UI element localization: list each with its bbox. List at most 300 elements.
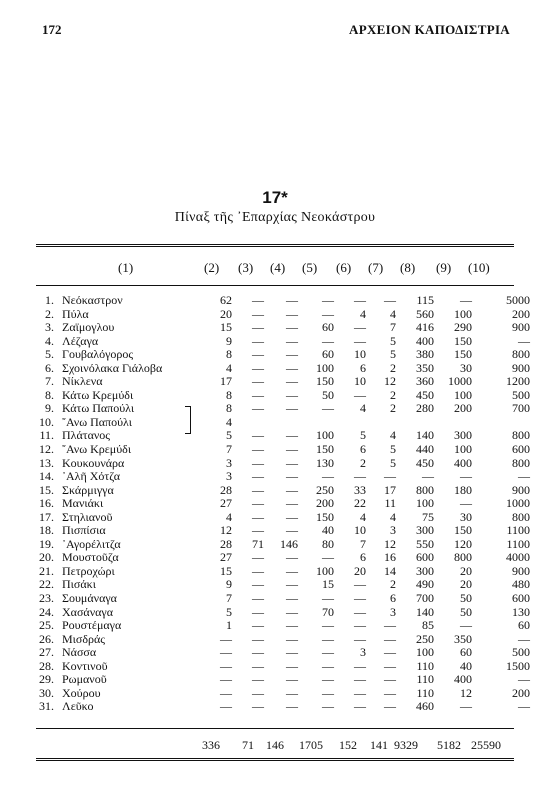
- table-cell: 2: [390, 401, 396, 416]
- table-cell: 5: [226, 428, 232, 443]
- table-cell: —: [286, 387, 298, 402]
- place-name: Σχοινόλακα Γιάλοβα: [62, 360, 163, 375]
- table-cell: 15: [220, 563, 232, 578]
- table-row: [36, 335, 534, 349]
- table-cell: —: [422, 469, 434, 484]
- table-cell: —: [252, 320, 264, 335]
- table-cell: 70: [322, 604, 334, 619]
- table-cell: 800: [512, 509, 530, 524]
- total-cell: 5182: [437, 738, 461, 752]
- total-cell: 336: [202, 738, 220, 752]
- total-cell: 141: [370, 738, 388, 752]
- table-cell: —: [252, 482, 264, 497]
- table-cell: —: [252, 577, 264, 592]
- table-cell: 60: [322, 320, 334, 335]
- table-cell: —: [286, 591, 298, 606]
- row-number: 2.: [45, 306, 54, 321]
- table-cell: 5: [390, 347, 396, 362]
- place-name: ῎Ανω Παπούλι: [62, 414, 132, 429]
- running-title: ΑΡΧΕΙΟΝ ΚΑΠΟΔΙΣΤΡΙΑ: [349, 22, 510, 37]
- table-cell: —: [354, 685, 366, 700]
- table-cell: 30: [460, 509, 472, 524]
- table-cell: 150: [316, 442, 334, 457]
- table-cell: 350: [454, 631, 472, 646]
- table-cell: 10: [354, 523, 366, 538]
- table-cell: 9: [226, 333, 232, 348]
- table-cell: —: [354, 577, 366, 592]
- place-name: Πισπίσια: [62, 523, 106, 538]
- table-cell: —: [252, 401, 264, 416]
- table-cell: —: [384, 672, 396, 687]
- table-cell: 450: [416, 387, 434, 402]
- table-cell: —: [322, 672, 334, 687]
- table-cell: 200: [454, 401, 472, 416]
- row-number: 13.: [39, 455, 54, 470]
- table-cell: —: [286, 293, 298, 307]
- table-cell: 140: [416, 428, 434, 443]
- place-name: Γουβαλόγορος: [62, 347, 134, 362]
- table-cell: —: [286, 509, 298, 524]
- place-name: Σουμάναγα: [62, 591, 117, 606]
- table-cell: 6: [360, 442, 366, 457]
- table-cell: 10: [354, 374, 366, 389]
- table-cell: 5: [390, 455, 396, 470]
- table-row: [36, 308, 534, 322]
- table-cell: —: [286, 401, 298, 416]
- table-cell: —: [286, 604, 298, 619]
- table-cell: 100: [416, 496, 434, 511]
- table-cell: 9: [226, 577, 232, 592]
- table-cell: 150: [454, 333, 472, 348]
- table-cell: 800: [512, 347, 530, 362]
- table-cell: 300: [416, 563, 434, 578]
- table-row: [36, 524, 534, 538]
- page-number: 172: [42, 22, 62, 37]
- table-cell: 380: [416, 347, 434, 362]
- table-cell: —: [286, 333, 298, 348]
- table-cell: —: [286, 469, 298, 484]
- table-cell: 700: [416, 591, 434, 606]
- top-rule: [36, 244, 514, 247]
- table-cell: 900: [512, 360, 530, 375]
- table-row: [36, 592, 534, 606]
- table-cell: 50: [460, 604, 472, 619]
- table-cell: —: [322, 293, 334, 307]
- table-cell: 4: [360, 509, 366, 524]
- table-cell: 40: [460, 658, 472, 673]
- column-header: (2): [204, 260, 220, 275]
- table-cell: —: [518, 631, 530, 646]
- table-cell: 17: [220, 374, 232, 389]
- table-cell: 800: [512, 428, 530, 443]
- table-cell: —: [286, 550, 298, 565]
- total-cell: 9329: [394, 738, 418, 752]
- table-cell: 4000: [506, 550, 530, 565]
- row-number: 19.: [39, 536, 54, 551]
- table-cell: —: [252, 550, 264, 565]
- table-cell: —: [286, 658, 298, 673]
- place-name: Χασάναγα: [62, 604, 114, 619]
- table-cell: —: [384, 469, 396, 484]
- table-cell: 4: [360, 401, 366, 416]
- table-cell: —: [286, 523, 298, 538]
- row-number: 31.: [39, 699, 54, 714]
- table-cell: 800: [416, 482, 434, 497]
- table-cell: —: [460, 293, 472, 307]
- table-cell: 100: [316, 428, 334, 443]
- table-cell: 1100: [506, 523, 530, 538]
- table-cell: 10: [354, 347, 366, 362]
- table-cell: —: [322, 333, 334, 348]
- table-cell: 8: [226, 387, 232, 402]
- place-name: Πισάκι: [62, 577, 96, 592]
- table-cell: 3: [360, 645, 366, 660]
- table-cell: —: [354, 320, 366, 335]
- table-cell: 7: [226, 442, 232, 457]
- table-row: [36, 375, 534, 389]
- table-cell: 600: [512, 591, 530, 606]
- table-row: [36, 578, 534, 592]
- table-cell: [302, 416, 338, 430]
- table-cell: —: [252, 347, 264, 362]
- place-name: ᾿Αλῆ Χότζα: [62, 469, 121, 484]
- total-cell: 146: [266, 738, 284, 752]
- place-name: Λέζαγα: [62, 333, 99, 348]
- table-cell: —: [518, 333, 530, 348]
- table-cell: 290: [454, 320, 472, 335]
- table-cell: 150: [316, 374, 334, 389]
- table-row: [36, 619, 534, 633]
- table-cell: 4: [390, 306, 396, 321]
- row-number: 27.: [39, 645, 54, 660]
- place-name: Μουστοῦζα: [62, 550, 119, 565]
- row-number: 5.: [45, 347, 54, 362]
- table-cell: [400, 416, 438, 430]
- table-cell: —: [322, 591, 334, 606]
- table-cell: —: [354, 387, 366, 402]
- table-cell: 250: [316, 482, 334, 497]
- table-cell: 900: [512, 320, 530, 335]
- table-cell: —: [384, 293, 396, 307]
- column-header: (6): [336, 260, 352, 275]
- place-name: Ζαϊμογλου: [62, 320, 115, 335]
- place-name: Πετροχώρι: [62, 563, 115, 578]
- place-name: Κουκουνάρα: [62, 455, 125, 470]
- table-cell: 1: [226, 618, 232, 633]
- table-cell: —: [460, 699, 472, 714]
- table-row: [36, 470, 534, 484]
- table-cell: —: [322, 645, 334, 660]
- bottom-rule: [36, 758, 514, 761]
- table-row: [36, 402, 534, 416]
- table-row: [36, 362, 534, 376]
- row-number: 25.: [39, 618, 54, 633]
- table-cell: —: [384, 685, 396, 700]
- table-cell: 100: [454, 387, 472, 402]
- table-cell: 450: [416, 455, 434, 470]
- table-row: [36, 660, 534, 674]
- table-cell: —: [354, 293, 366, 307]
- table-cell: 180: [454, 482, 472, 497]
- table-cell: —: [252, 455, 264, 470]
- table-cell: 5: [360, 428, 366, 443]
- table-cell: 110: [416, 685, 434, 700]
- table-cell: 600: [416, 550, 434, 565]
- table-row: [36, 687, 534, 701]
- column-header: (5): [302, 260, 318, 275]
- table-cell: 4: [226, 509, 232, 524]
- table-cell: 4: [360, 306, 366, 321]
- table-cell: —: [252, 509, 264, 524]
- table-row: [36, 443, 534, 457]
- row-number: 20.: [39, 550, 54, 565]
- table-cell: 60: [322, 347, 334, 362]
- totals-rule: [36, 728, 514, 729]
- row-number: 30.: [39, 685, 54, 700]
- table-cell: [268, 416, 302, 430]
- table-cell: 62: [220, 293, 232, 307]
- table-row: [36, 429, 534, 443]
- table-cell: —: [286, 428, 298, 443]
- table-cell: —: [322, 306, 334, 321]
- column-header: (1): [118, 260, 134, 275]
- table-cell: —: [322, 699, 334, 714]
- table-cell: 14: [384, 563, 396, 578]
- table-cell: 22: [354, 496, 366, 511]
- table-cell: 800: [454, 550, 472, 565]
- table-cell: [236, 416, 268, 430]
- table-row: [36, 565, 534, 579]
- table-cell: —: [252, 699, 264, 714]
- table-cell: 33: [354, 482, 366, 497]
- table-cell: —: [322, 469, 334, 484]
- total-cell: 25590: [471, 738, 501, 752]
- table-cell: [476, 416, 534, 430]
- table-row: [36, 700, 534, 714]
- table-cell: —: [460, 618, 472, 633]
- table-cell: 1000: [506, 496, 530, 511]
- table-cell: 360: [416, 374, 434, 389]
- row-number: 28.: [39, 658, 54, 673]
- table-cell: —: [518, 469, 530, 484]
- table-cell: 6: [390, 591, 396, 606]
- table-cell: 3: [226, 455, 232, 470]
- table-cell: 20: [354, 563, 366, 578]
- table-cell: —: [286, 631, 298, 646]
- place-name: Νεόκαστρον: [62, 293, 123, 307]
- table-row: [36, 294, 534, 308]
- total-cell: 152: [339, 738, 357, 752]
- table-cell: 150: [454, 523, 472, 538]
- table-cell: —: [518, 672, 530, 687]
- table-cell: 200: [512, 685, 530, 700]
- table-cell: 250: [416, 631, 434, 646]
- table-cell: [438, 416, 476, 430]
- table-cell: —: [384, 699, 396, 714]
- table-cell: —: [354, 672, 366, 687]
- running-head: [42, 22, 510, 42]
- table-cell: —: [286, 618, 298, 633]
- table-cell: —: [286, 320, 298, 335]
- table-cell: 115: [416, 293, 434, 307]
- table-cell: —: [252, 591, 264, 606]
- row-number: 18.: [39, 523, 54, 538]
- table-cell: 150: [316, 509, 334, 524]
- table-cell: —: [286, 672, 298, 687]
- table-cell: 75: [422, 509, 434, 524]
- table-cell: —: [220, 699, 232, 714]
- table-cell: —: [252, 685, 264, 700]
- table-row: [36, 673, 534, 687]
- table-cell: 416: [416, 320, 434, 335]
- table-cell: —: [286, 496, 298, 511]
- table-cell: —: [384, 658, 396, 673]
- table-cell: —: [322, 685, 334, 700]
- table-cell: 8: [226, 347, 232, 362]
- table-cell: —: [322, 401, 334, 416]
- table-cell: 400: [416, 333, 434, 348]
- row-number: 10.: [39, 414, 54, 429]
- table-cell: —: [252, 631, 264, 646]
- table-cell: —: [518, 699, 530, 714]
- table-cell: 12: [384, 374, 396, 389]
- row-number: 29.: [39, 672, 54, 687]
- table-cell: 480: [512, 577, 530, 592]
- table-cell: —: [384, 631, 396, 646]
- total-cell: 71: [242, 738, 254, 752]
- table-cell: 150: [454, 347, 472, 362]
- table-cell: —: [460, 469, 472, 484]
- table-cell: 50: [322, 387, 334, 402]
- table-cell: —: [252, 387, 264, 402]
- row-number: 9.: [45, 401, 54, 416]
- table-cell: 30: [460, 360, 472, 375]
- data-table: [36, 294, 534, 714]
- table-cell: —: [354, 604, 366, 619]
- column-header: (9): [436, 260, 452, 275]
- place-name: Πλάτανος: [62, 428, 111, 443]
- table-cell: 6: [360, 550, 366, 565]
- row-number: 24.: [39, 604, 54, 619]
- table-row: [36, 457, 534, 471]
- table-cell: 17: [384, 482, 396, 497]
- table-cell: 120: [454, 536, 472, 551]
- row-number: 14.: [39, 469, 54, 484]
- table-cell: 100: [454, 442, 472, 457]
- table-cell: 280: [416, 401, 434, 416]
- table-cell: 1500: [506, 658, 530, 673]
- table-cell: —: [220, 631, 232, 646]
- table-cell: 600: [512, 442, 530, 457]
- table-cell: —: [220, 645, 232, 660]
- table-cell: 27: [220, 496, 232, 511]
- place-name: Στηλιανοῦ: [62, 509, 113, 524]
- table-cell: —: [354, 618, 366, 633]
- table-cell: —: [252, 306, 264, 321]
- table-cell: —: [252, 374, 264, 389]
- table-cell: 15: [220, 320, 232, 335]
- place-name: Ρουστέμαγα: [62, 618, 122, 633]
- place-name: Κάτω Κρεμύδι: [62, 387, 134, 402]
- table-cell: 130: [316, 455, 334, 470]
- place-name: ᾿Αγορέλιτζα: [62, 536, 121, 551]
- table-cell: 500: [512, 645, 530, 660]
- row-number: 11.: [39, 428, 54, 443]
- table-cell: 400: [454, 672, 472, 687]
- table-cell: 15: [322, 577, 334, 592]
- table-cell: 490: [416, 577, 434, 592]
- table-cell: —: [252, 645, 264, 660]
- table-cell: —: [354, 333, 366, 348]
- column-header: (10): [468, 260, 490, 275]
- table-cell: 1100: [506, 536, 530, 551]
- row-number: 3.: [45, 320, 54, 335]
- table-cell: —: [322, 631, 334, 646]
- table-cell: 6: [360, 360, 366, 375]
- table-cell: 700: [512, 401, 530, 416]
- table-cell: [370, 416, 400, 430]
- table-cell: —: [286, 645, 298, 660]
- table-cell: 350: [416, 360, 434, 375]
- table-cell: —: [252, 563, 264, 578]
- table-cell: 100: [454, 306, 472, 321]
- place-name: Σκάρμιγγα: [62, 482, 114, 497]
- row-number: 15.: [39, 482, 54, 497]
- table-cell: —: [354, 591, 366, 606]
- bracket-rows-9-10: [185, 406, 191, 434]
- table-cell: 460: [416, 699, 434, 714]
- table-cell: —: [286, 699, 298, 714]
- table-row: [36, 484, 534, 498]
- place-name: Κοντινοῦ: [62, 658, 108, 673]
- row-number: 8.: [45, 387, 54, 402]
- table-cell: —: [286, 374, 298, 389]
- table-cell: 2: [390, 577, 396, 592]
- row-number: 21.: [39, 563, 54, 578]
- table-title: Πίναξ τῆς ᾿Επαρχίας Νεοκάστρου: [174, 210, 376, 225]
- table-cell: 5: [226, 604, 232, 619]
- table-row: [36, 497, 534, 511]
- table-cell: 5000: [506, 293, 530, 307]
- table-cell: 28: [220, 536, 232, 551]
- row-number: 7.: [45, 374, 54, 389]
- table-cell: —: [286, 442, 298, 457]
- table-cell: —: [354, 658, 366, 673]
- table-cell: 1000: [448, 374, 472, 389]
- table-cell: 440: [416, 442, 434, 457]
- row-number: 1.: [45, 293, 54, 307]
- table-row: [36, 646, 534, 660]
- table-cell: 5: [390, 442, 396, 457]
- table-cell: —: [286, 455, 298, 470]
- table-cell: 110: [416, 658, 434, 673]
- row-number: 26.: [39, 631, 54, 646]
- table-cell: 85: [422, 618, 434, 633]
- table-row: [36, 606, 534, 620]
- table-cell: —: [220, 672, 232, 687]
- table-number: 17*: [262, 188, 288, 207]
- table-cell: 12: [220, 523, 232, 538]
- table-cell: —: [252, 428, 264, 443]
- table-cell: —: [252, 618, 264, 633]
- table-cell: 100: [316, 360, 334, 375]
- table-cell: 2: [360, 455, 366, 470]
- table-cell: 7: [226, 591, 232, 606]
- table-cell: —: [252, 293, 264, 307]
- table-cell: 40: [322, 523, 334, 538]
- place-name: Πύλα: [62, 306, 89, 321]
- table-cell: 11: [384, 496, 396, 511]
